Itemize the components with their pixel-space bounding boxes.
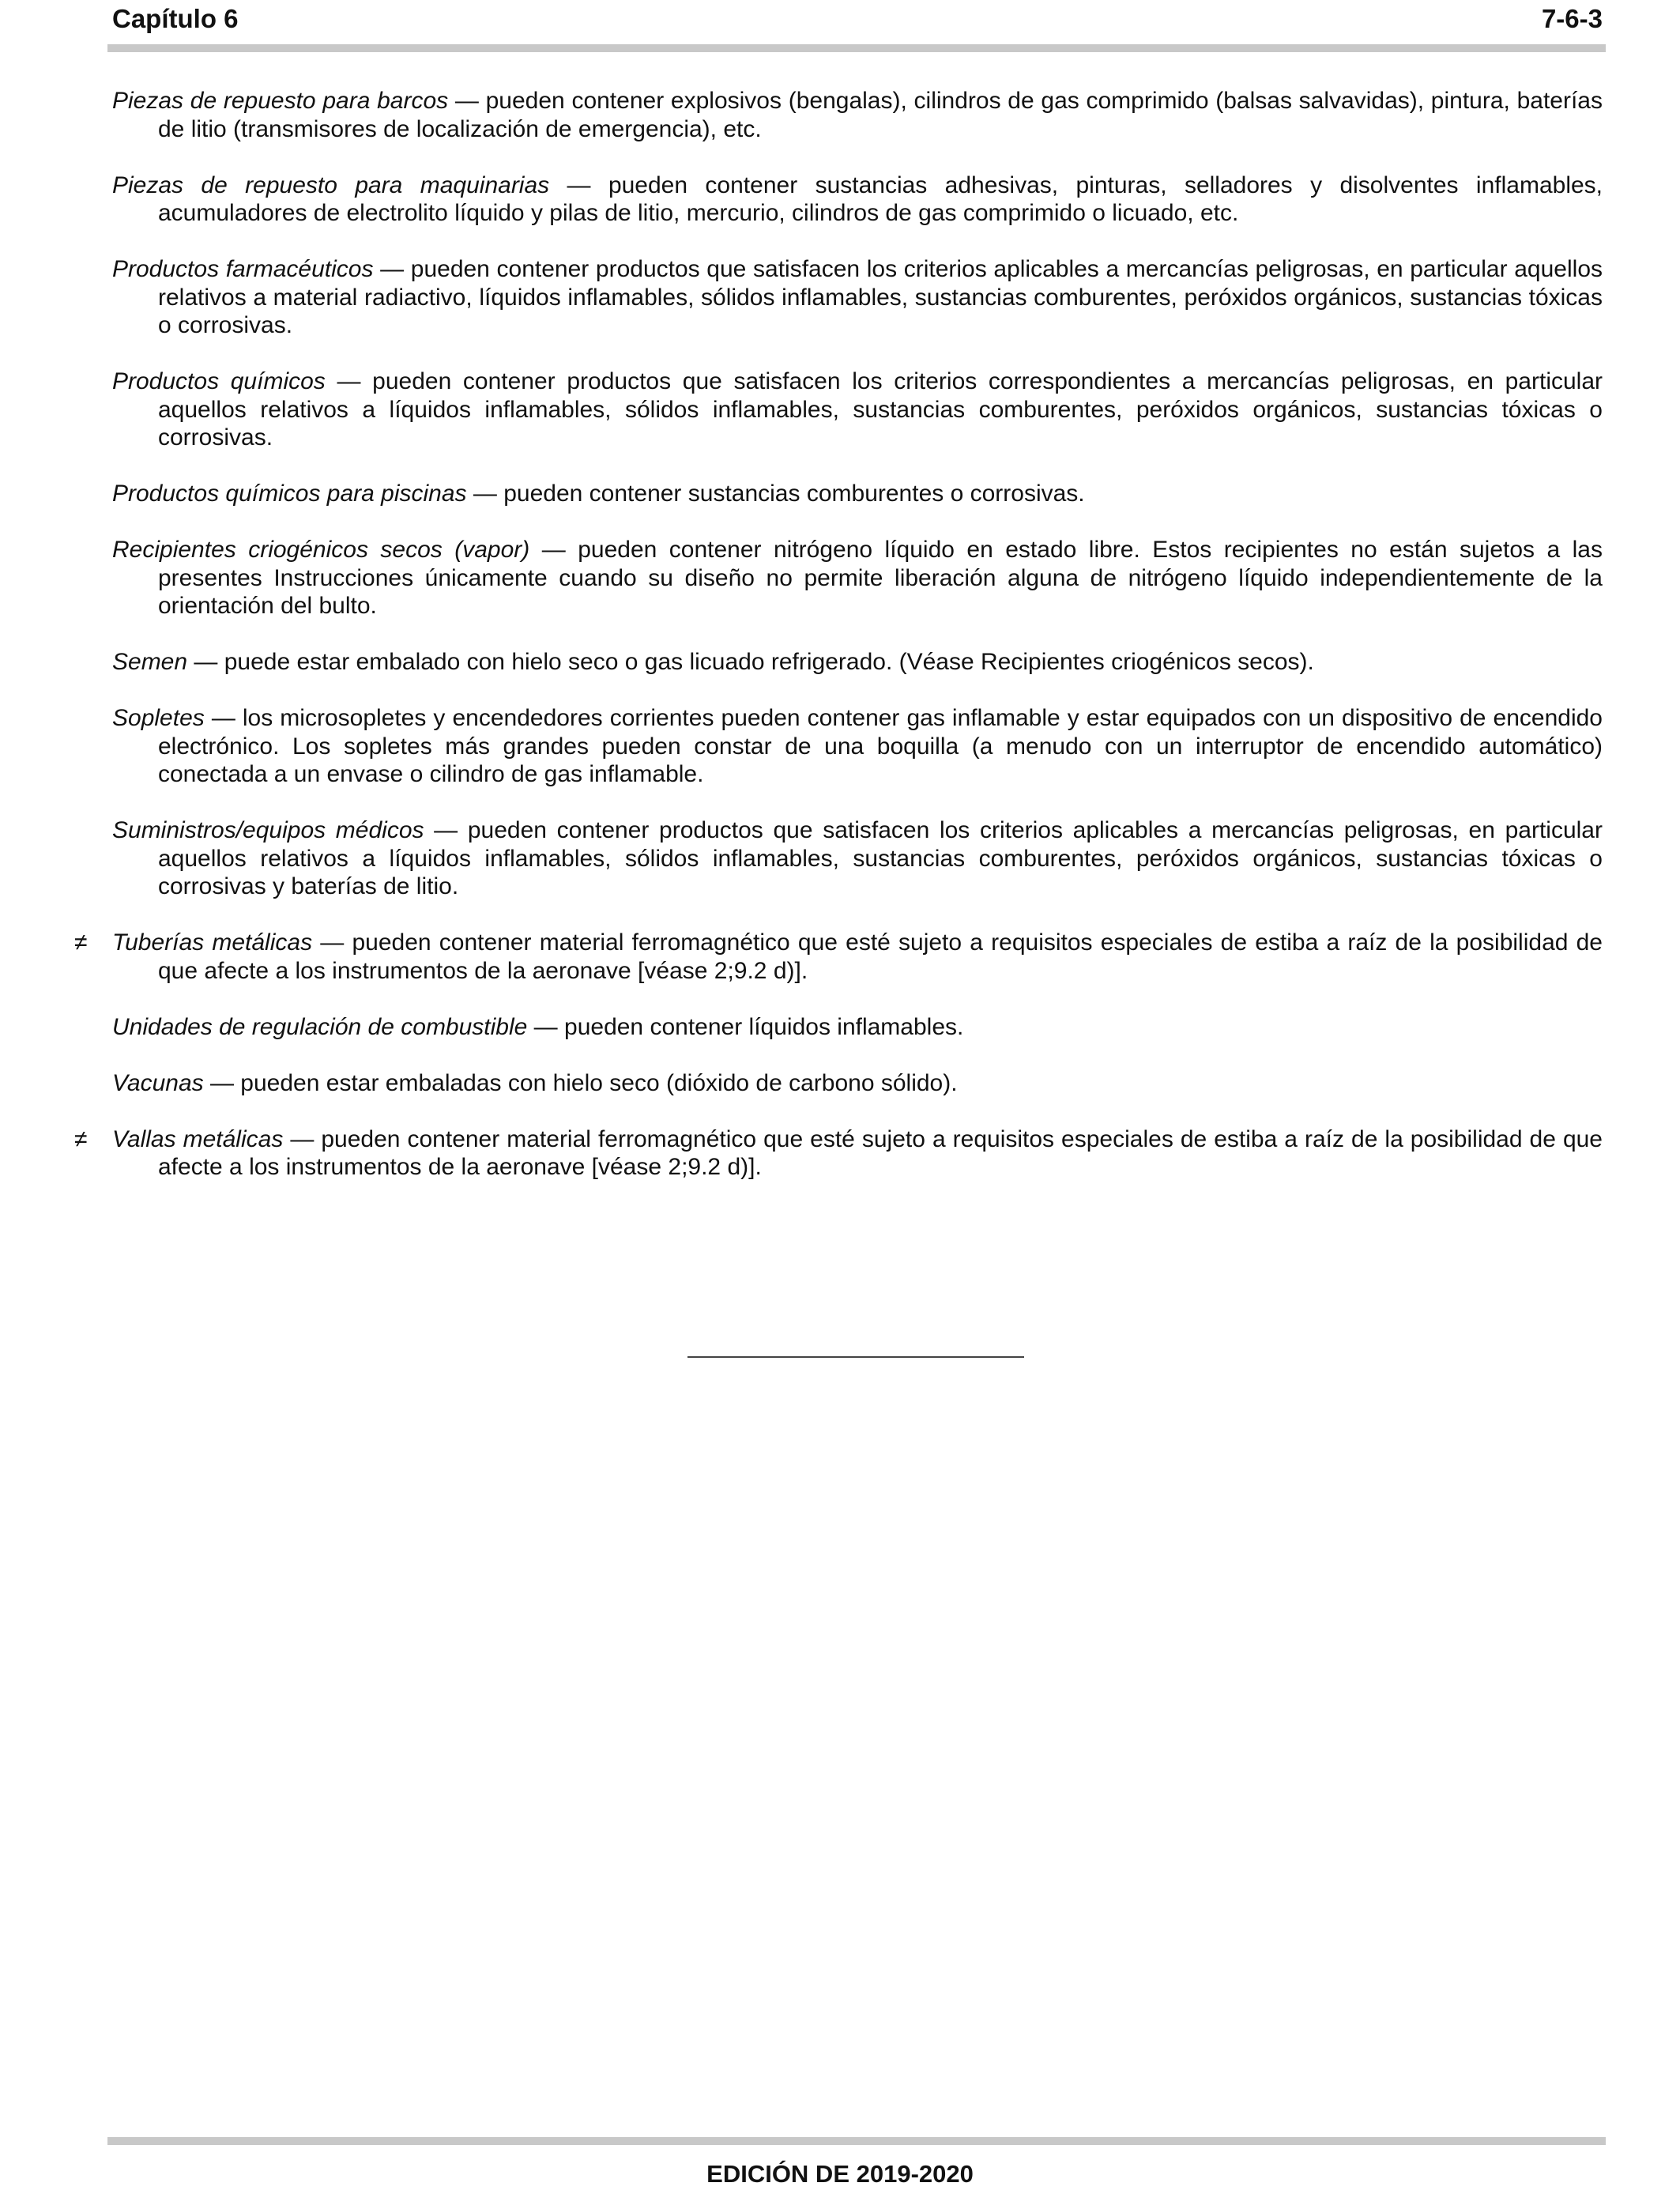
entry-term: Vacunas	[112, 1069, 204, 1096]
header-rule	[107, 44, 1606, 52]
entry-term: Semen	[112, 649, 188, 675]
entry-tuberias-metalicas	[74, 929, 1603, 985]
entry-term: Sopletes	[112, 705, 205, 731]
entry-text: — pueden contener sustancias comburentes o corrosivas.	[466, 481, 1085, 507]
entry-vallas-metalicas	[74, 1125, 1603, 1182]
entry-text: — pueden contener explosivos (bengalas), cilindros de gas comprimido (balsas salvavidas), pintura, baterías de litio (transmisores de localización de emergencia), etc.	[158, 88, 1603, 142]
entry-piezas-barcos	[112, 87, 1603, 143]
entry-productos-quimicos-piscinas	[112, 480, 1603, 508]
entry-term: Unidades de regulación de combustible	[112, 1013, 528, 1040]
entry-text: — pueden contener sustancias adhesivas, pinturas, selladores y disolventes inflamables, acumuladores de electrolito líquido y pilas de litio, mercurio, cilindros de gas comprimido o licuado, etc.	[158, 172, 1603, 226]
revision-marker: ≠	[74, 929, 88, 956]
entry-text: — pueden contener líquidos inflamables.	[527, 1013, 964, 1040]
entry-productos-farmaceuticos	[112, 255, 1603, 340]
footer-rule	[107, 2137, 1606, 2145]
entry-text: — pueden contener nitrógeno líquido en estado libre. Estos recipientes no están sujetos a las presentes Instrucciones únicamente cuando su diseño no permite liberación alguna de nitrógeno líquido independientemente de la orientación del bulto.	[158, 537, 1603, 619]
entry-term: Recipientes criogénicos secos (vapor)	[112, 537, 530, 563]
entry-unidades-regulacion	[112, 1013, 1603, 1042]
entry-sopletes	[112, 704, 1603, 789]
entry-recipientes-criogenicos	[112, 536, 1603, 620]
entry-suministros-medicos	[112, 816, 1603, 901]
chapter-end-divider	[687, 1356, 1024, 1358]
entry-text: — puede estar embalado con hielo seco o gas licuado refrigerado. (Véase Recipientes criogénicos secos).	[187, 649, 1314, 675]
entry-text: — los microsopletes y encendedores corrientes pueden contener gas inflamable y estar equipados con un dispositivo de encendido electrónico. Los sopletes más grandes pueden constar de una boquilla (a menudo con un interruptor de encendido automático) conectada a un envase o cilindro de gas inflamable.	[158, 705, 1603, 787]
entry-semen	[112, 648, 1603, 677]
page-number: 7-6-3	[1541, 4, 1603, 33]
entry-vacunas	[112, 1069, 1603, 1098]
entry-list	[74, 87, 1603, 1209]
entry-productos-quimicos	[112, 368, 1603, 452]
chapter-label: Capítulo 6	[112, 4, 239, 33]
entry-text: — pueden estar embaladas con hielo seco (dióxido de carbono sólido).	[203, 1069, 958, 1096]
revision-marker: ≠	[74, 1125, 88, 1152]
entry-text: — pueden contener productos que satisfacen los criterios aplicables a mercancías peligrosas, en particular aquellos relativos a líquidos inflamables, sólidos inflamables, sustancias comburentes, peróxidos orgánicos, sustancias tóxicas o corrosivas y baterías de litio.	[158, 817, 1603, 899]
entry-term: Productos farmacéuticos	[112, 256, 374, 282]
entry-term: Productos químicos	[112, 368, 326, 394]
entry-text: — pueden contener productos que satisfacen los criterios correspondientes a mercancías peligrosas, en particular aquellos relativos a líquidos inflamables, sólidos inflamables, sustancias comburentes, peróxidos orgánicos, sustancias tóxicas o corrosivas.	[158, 368, 1603, 450]
entry-term: Tuberías metálicas	[112, 929, 313, 956]
entry-term: Productos químicos para piscinas	[112, 481, 467, 507]
entry-term: Vallas metálicas	[112, 1125, 284, 1152]
entry-term: Piezas de repuesto para maquinarias	[112, 172, 550, 198]
entry-term: Suministros/equipos médicos	[112, 817, 424, 843]
entry-piezas-maquinarias	[112, 172, 1603, 228]
page-header	[112, 0, 1603, 49]
edition-footer: EDICIÓN DE 2019-2020	[706, 2160, 974, 2188]
entry-term: Piezas de repuesto para barcos	[112, 88, 449, 114]
entry-text: — pueden contener productos que satisfacen los criterios aplicables a mercancías peligrosas, en particular aquellos relativos a material radiactivo, líquidos inflamables, sólidos inflamables, sustancias comburentes, peróxidos orgánicos, sustancias tóxicas o corrosivas.	[158, 256, 1603, 338]
entry-text: — pueden contener material ferromagnético que esté sujeto a requisitos especiales de estiba a raíz de la posibilidad de que afecte a los instrumentos de la aeronave [véase 2;9.2 d)].	[158, 929, 1603, 984]
entry-text: — pueden contener material ferromagnético que esté sujeto a requisitos especiales de estiba a raíz de la posibilidad de que afecte a los instrumentos de la aeronave [véase 2;9.2 d)].	[158, 1125, 1603, 1180]
